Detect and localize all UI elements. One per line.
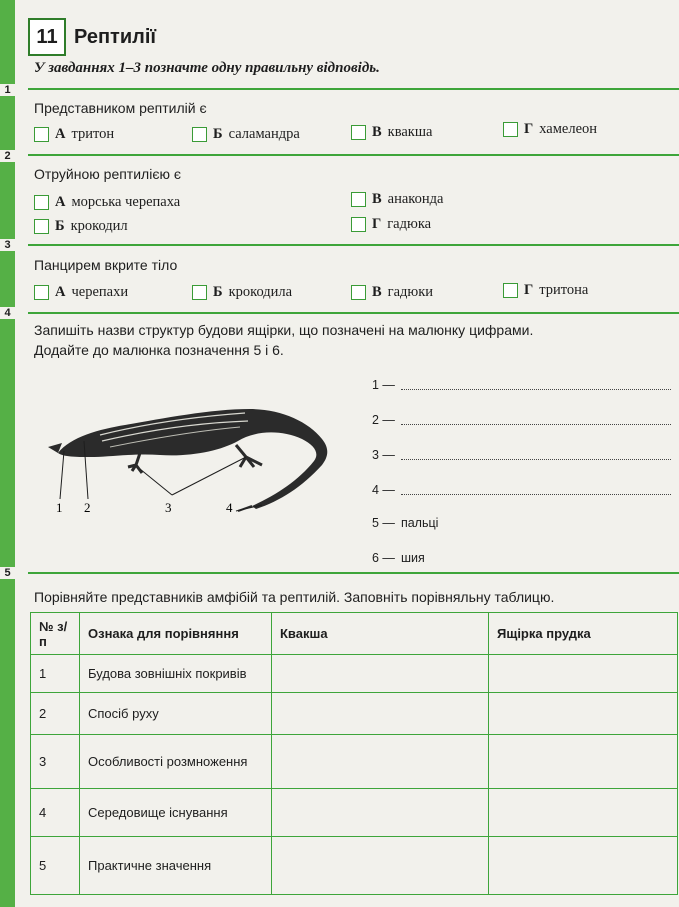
instruction-text: У завданнях 1–3 позначте одну правильну відповідь.	[34, 60, 380, 76]
header-kvaksha: Квакша	[272, 613, 489, 655]
q3-option-a[interactable]: А черепахи	[34, 284, 128, 301]
divider-3	[28, 244, 679, 246]
q1-option-c[interactable]: В квакша	[351, 124, 432, 141]
lesson-title: Рептилії	[74, 25, 157, 48]
table-header-row	[31, 613, 678, 655]
answer-cell[interactable]	[272, 735, 489, 789]
q1-option-b[interactable]: Б саламандра	[192, 126, 300, 143]
q3-option-d[interactable]: Г тритона	[503, 282, 588, 299]
answer-line-3[interactable]: 3 —	[372, 448, 671, 462]
answer-cell[interactable]	[272, 837, 489, 895]
question-4-text-1: Запишіть назви структур будови ящірки, що позначені на малюнку цифрами.	[34, 322, 534, 338]
answer-line-4[interactable]: 4 —	[372, 483, 671, 497]
answer-cell[interactable]	[489, 735, 678, 789]
answer-cell[interactable]	[489, 789, 678, 837]
figure-label-2: 2	[84, 500, 91, 515]
green-sidebar	[0, 0, 15, 907]
divider-4	[28, 312, 679, 314]
divider-5	[28, 572, 679, 574]
answer-line-6: 6 — шия	[372, 551, 425, 565]
table-row: 3 Особливості розмноження	[31, 735, 678, 789]
question-3-text: Панцирем вкрите тіло	[34, 257, 178, 273]
question-5-text: Порівняйте представників амфібій та рептилій. Заповніть порівняльну таблицю.	[34, 589, 555, 605]
q2-option-b[interactable]: Б крокодил	[34, 218, 128, 235]
q1-option-a[interactable]: А тритон	[34, 126, 114, 143]
answer-line-1[interactable]: 1 —	[372, 378, 671, 392]
question-1-text: Представником рептилій є	[34, 100, 207, 116]
question-number-2: 2	[0, 150, 15, 162]
lesson-header	[28, 18, 156, 56]
answer-cell[interactable]	[489, 837, 678, 895]
table-row: 2 Спосіб руху	[31, 693, 678, 735]
answer-cell[interactable]	[272, 693, 489, 735]
checkbox[interactable]	[192, 285, 207, 300]
figure-label-1: 1	[56, 500, 63, 515]
checkbox[interactable]	[351, 285, 366, 300]
q2-option-a[interactable]: А морська черепаха	[34, 194, 180, 211]
header-number: № з/п	[31, 613, 80, 655]
question-number-3: 3	[0, 239, 15, 251]
answer-cell[interactable]	[489, 655, 678, 693]
answer-line-2[interactable]: 2 —	[372, 413, 671, 427]
answer-cell[interactable]	[489, 693, 678, 735]
checkbox[interactable]	[34, 219, 49, 234]
q3-option-b[interactable]: Б крокодила	[192, 284, 292, 301]
header-feature: Ознака для порівняння	[80, 613, 272, 655]
dotted-line[interactable]	[401, 381, 671, 390]
checkbox[interactable]	[351, 192, 366, 207]
question-number-4: 4	[0, 307, 15, 319]
lesson-number: 11	[28, 18, 66, 56]
header-lizard: Ящірка прудка	[489, 613, 678, 655]
checkbox[interactable]	[192, 127, 207, 142]
lizard-illustration	[40, 395, 350, 525]
comparison-table	[30, 612, 678, 895]
q3-option-c[interactable]: В гадюки	[351, 284, 433, 301]
question-number-1: 1	[0, 84, 15, 96]
answer-cell[interactable]	[272, 789, 489, 837]
checkbox[interactable]	[34, 195, 49, 210]
table-row: 1 Будова зовнішніх покривів	[31, 655, 678, 693]
dotted-line[interactable]	[401, 451, 671, 460]
checkbox[interactable]	[503, 122, 518, 137]
divider-2	[28, 154, 679, 156]
question-2-text: Отруйною рептилією є	[34, 166, 181, 182]
divider-1	[28, 88, 679, 90]
question-number-5: 5	[0, 567, 15, 579]
checkbox[interactable]	[34, 285, 49, 300]
table-row: 4 Середовище існування	[31, 789, 678, 837]
table-row: 5 Практичне значення	[31, 837, 678, 895]
dotted-line[interactable]	[401, 486, 671, 495]
q2-option-d[interactable]: Г гадюка	[351, 216, 431, 233]
figure-label-3: 3	[165, 500, 172, 515]
question-4-text-2: Додайте до малюнка позначення 5 і 6.	[34, 342, 284, 358]
lizard-body	[58, 409, 327, 509]
checkbox[interactable]	[351, 217, 366, 232]
q2-option-c[interactable]: В анаконда	[351, 191, 443, 208]
checkbox[interactable]	[503, 283, 518, 298]
checkbox[interactable]	[351, 125, 366, 140]
checkbox[interactable]	[34, 127, 49, 142]
dotted-line[interactable]	[401, 416, 671, 425]
q1-option-d[interactable]: Г хамелеон	[503, 121, 597, 138]
figure-label-4: 4	[226, 500, 233, 515]
answer-cell[interactable]	[272, 655, 489, 693]
answer-line-5: 5 — пальці	[372, 516, 439, 530]
